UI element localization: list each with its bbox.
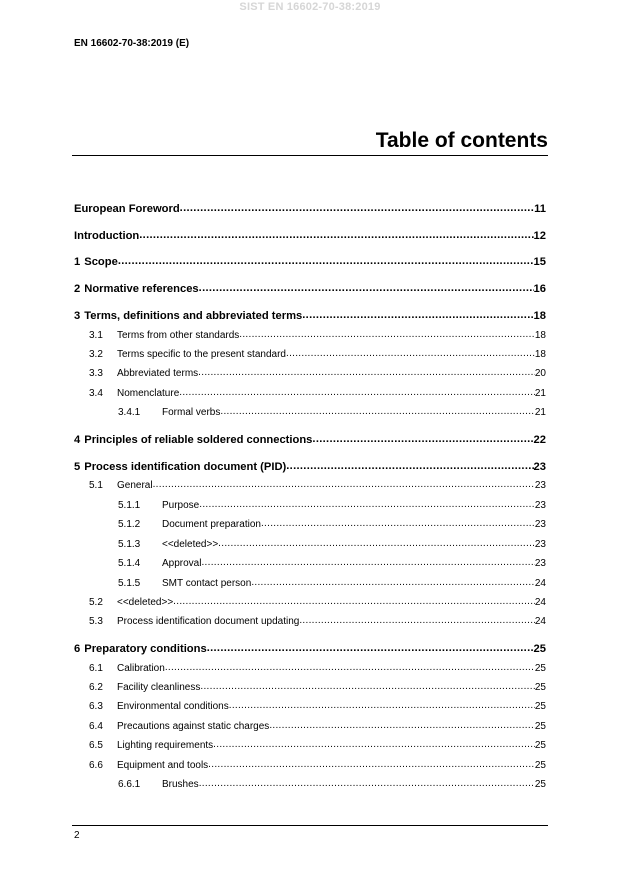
toc-dot-leader — [118, 254, 534, 265]
toc-entry-number: 6.6.1 — [118, 779, 141, 790]
toc-entry-page: 25 — [534, 682, 546, 693]
toc-dot-leader — [153, 478, 535, 488]
toc-entry-page: 18 — [534, 330, 546, 341]
toc-entry-page: 11 — [534, 203, 546, 215]
toc-entry-number: 3.2 — [89, 349, 103, 360]
page-number: 2 — [74, 830, 80, 841]
toc-entry-page: 21 — [534, 388, 546, 399]
toc-dot-leader — [269, 719, 535, 729]
toc-dot-leader — [179, 386, 535, 396]
toc-entry-page: 20 — [534, 368, 546, 379]
toc-entry-number: 5.1.4 — [118, 558, 141, 569]
toc-entry-number: 6.4 — [89, 721, 103, 732]
toc-entry-number: 6.6 — [89, 760, 103, 771]
toc-entry-page: 23 — [533, 461, 546, 473]
toc-entry-page: 23 — [534, 539, 546, 550]
toc-entry-page: 25 — [534, 721, 546, 732]
toc-entry-label: Preparatory conditions — [84, 643, 207, 655]
toc-dot-leader — [173, 595, 535, 605]
toc-dot-leader — [200, 680, 535, 690]
toc-entry-number: 6.1 — [89, 663, 103, 674]
toc-entry-page: 23 — [534, 558, 546, 569]
toc-dot-leader — [299, 614, 535, 624]
toc-entry-number: 2 — [74, 283, 81, 295]
toc-entry-label: Terms, definitions and abbreviated terms — [84, 310, 303, 322]
toc-dot-leader — [199, 498, 535, 508]
toc-entry-label: Environmental conditions — [117, 701, 229, 712]
toc-entry[interactable] — [74, 576, 546, 590]
toc-entry-label: Abbreviated terms — [117, 368, 199, 379]
toc-dot-leader — [239, 328, 535, 338]
toc-entry-number: 5 — [74, 461, 81, 473]
toc-entry[interactable] — [74, 366, 546, 380]
toc-dot-leader — [302, 308, 533, 319]
toc-entry-page: 24 — [534, 578, 546, 589]
watermark: SIST EN 16602-70-38:2019 — [239, 1, 381, 13]
toc-entry[interactable] — [74, 478, 546, 492]
toc-dot-leader — [207, 641, 534, 652]
toc-entry[interactable] — [74, 386, 546, 400]
toc-entry[interactable] — [74, 328, 546, 342]
toc-entry-page: 22 — [533, 434, 546, 446]
toc-entry-number: 5.1.1 — [118, 500, 141, 511]
toc-entry-label: European Foreword — [74, 203, 180, 215]
toc-entry-label: Calibration — [117, 663, 165, 674]
toc-entry-number: 6 — [74, 643, 81, 655]
toc-entry-number: 6.2 — [89, 682, 103, 693]
toc-dot-leader — [139, 228, 533, 239]
toc-entry-label: Terms from other standards — [117, 330, 240, 341]
toc-entry[interactable] — [74, 661, 546, 675]
toc-entry-number: 5.1.3 — [118, 539, 141, 550]
toc-entry-page: 23 — [534, 500, 546, 511]
toc-entry-page: 23 — [534, 519, 546, 530]
toc-entry-page: 23 — [534, 480, 546, 491]
toc-entry-number: 6.5 — [89, 740, 103, 751]
toc-entry[interactable] — [74, 498, 546, 512]
toc-entry[interactable] — [74, 432, 546, 447]
title-divider — [72, 155, 548, 156]
toc-entry[interactable] — [74, 517, 546, 531]
toc-entry[interactable] — [74, 459, 546, 474]
toc-entry-label: <<deleted>> — [162, 539, 219, 550]
toc-entry-number: 5.1.2 — [118, 519, 141, 530]
toc-entry-number: 3.3 — [89, 368, 103, 379]
toc-dot-leader — [180, 201, 535, 212]
toc-dot-leader — [312, 432, 533, 443]
toc-entry-page: 12 — [533, 230, 546, 242]
toc-entry-page: 18 — [533, 310, 546, 322]
toc-entry-label: Purpose — [162, 500, 200, 511]
toc-entry-page: 18 — [534, 349, 546, 360]
toc-dot-leader — [261, 517, 535, 527]
toc-entry[interactable] — [74, 347, 546, 361]
toc-entry-number: 3.1 — [89, 330, 103, 341]
toc-entry-page: 24 — [534, 616, 546, 627]
toc-entry-label: Terms specific to the present standard — [117, 349, 286, 360]
document-id: EN 16602-70-38:2019 (E) — [74, 38, 190, 49]
page-title: Table of contents — [375, 129, 548, 152]
toc-entry-label: Facility cleanliness — [117, 682, 201, 693]
toc-entry-number: 5.1.5 — [118, 578, 141, 589]
toc-entry-label: Scope — [84, 256, 118, 268]
toc-entry-number: 3.4.1 — [118, 407, 141, 418]
toc-entry-label: Process identification document (PID) — [84, 461, 287, 473]
toc-entry[interactable] — [74, 738, 546, 752]
toc-entry-page: 21 — [534, 407, 546, 418]
toc-entry[interactable] — [74, 308, 546, 323]
toc-dot-leader — [201, 556, 534, 566]
toc-entry-page: 25 — [534, 663, 546, 674]
toc-entry-label: Equipment and tools — [117, 760, 209, 771]
toc-entry-label: Process identification document updating — [117, 616, 300, 627]
toc-entry-label: Introduction — [74, 230, 140, 242]
toc-entry-number: 3 — [74, 310, 81, 322]
toc-dot-leader — [199, 281, 534, 292]
toc-entry-label: Normative references — [84, 283, 199, 295]
toc-entry-number: 6.3 — [89, 701, 103, 712]
toc-entry[interactable] — [74, 595, 546, 609]
toc-dot-leader — [199, 777, 535, 787]
toc-entry-page: 25 — [534, 779, 546, 790]
toc-entry-label: Principles of reliable soldered connections — [84, 434, 313, 446]
toc-entry-page: 25 — [534, 760, 546, 771]
toc-entry[interactable] — [74, 201, 546, 216]
toc-entry[interactable] — [74, 758, 546, 772]
toc-entry[interactable] — [74, 641, 546, 656]
toc-entry-label: Formal verbs — [162, 407, 221, 418]
toc-entry-page: 25 — [534, 701, 546, 712]
toc-entry[interactable] — [74, 614, 546, 628]
toc-entry-label: Lighting requirements — [117, 740, 214, 751]
toc-entry-label: Nomenclature — [117, 388, 180, 399]
toc-entry-page: 25 — [533, 643, 546, 655]
toc-dot-leader — [208, 758, 535, 768]
footer-divider — [72, 825, 548, 826]
toc-entry-number: 4 — [74, 434, 81, 446]
toc-entry-label: Precautions against static charges — [117, 721, 270, 732]
toc-entry-label: <<deleted>> — [117, 597, 174, 608]
toc-entry[interactable] — [74, 537, 546, 551]
toc-entry-label: SMT contact person — [162, 578, 252, 589]
toc-dot-leader — [251, 576, 535, 586]
toc-dot-leader — [220, 405, 535, 415]
toc-dot-leader — [229, 699, 535, 709]
toc-entry-number: 1 — [74, 256, 81, 268]
toc-entry-page: 24 — [534, 597, 546, 608]
toc-entry[interactable] — [74, 281, 546, 296]
toc-entry[interactable] — [74, 777, 546, 791]
toc-entry-label: Brushes — [162, 779, 199, 790]
toc-dot-leader — [198, 366, 535, 376]
toc-dot-leader — [286, 459, 533, 470]
toc-entry[interactable] — [74, 719, 546, 733]
toc-entry[interactable] — [74, 680, 546, 694]
toc-entry-number: 3.4 — [89, 388, 103, 399]
toc-entry[interactable] — [74, 699, 546, 713]
toc-entry-page: 15 — [533, 256, 546, 268]
toc-entry[interactable] — [74, 228, 546, 243]
toc-entry-number: 5.3 — [89, 616, 103, 627]
toc-dot-leader — [213, 738, 535, 748]
toc-dot-leader — [218, 537, 535, 547]
toc-entry[interactable] — [74, 556, 546, 570]
toc-entry-label: Document preparation — [162, 519, 261, 530]
toc-entry-page: 25 — [534, 740, 546, 751]
toc-entry[interactable] — [74, 254, 546, 269]
toc-entry[interactable] — [74, 405, 546, 419]
toc-entry-number: 5.1 — [89, 480, 103, 491]
toc-entry-number: 5.2 — [89, 597, 103, 608]
toc-entry-label: General — [117, 480, 153, 491]
toc-dot-leader — [286, 347, 535, 357]
toc-entry-label: Approval — [162, 558, 202, 569]
toc-dot-leader — [165, 661, 535, 671]
toc-entry-page: 16 — [533, 283, 546, 295]
